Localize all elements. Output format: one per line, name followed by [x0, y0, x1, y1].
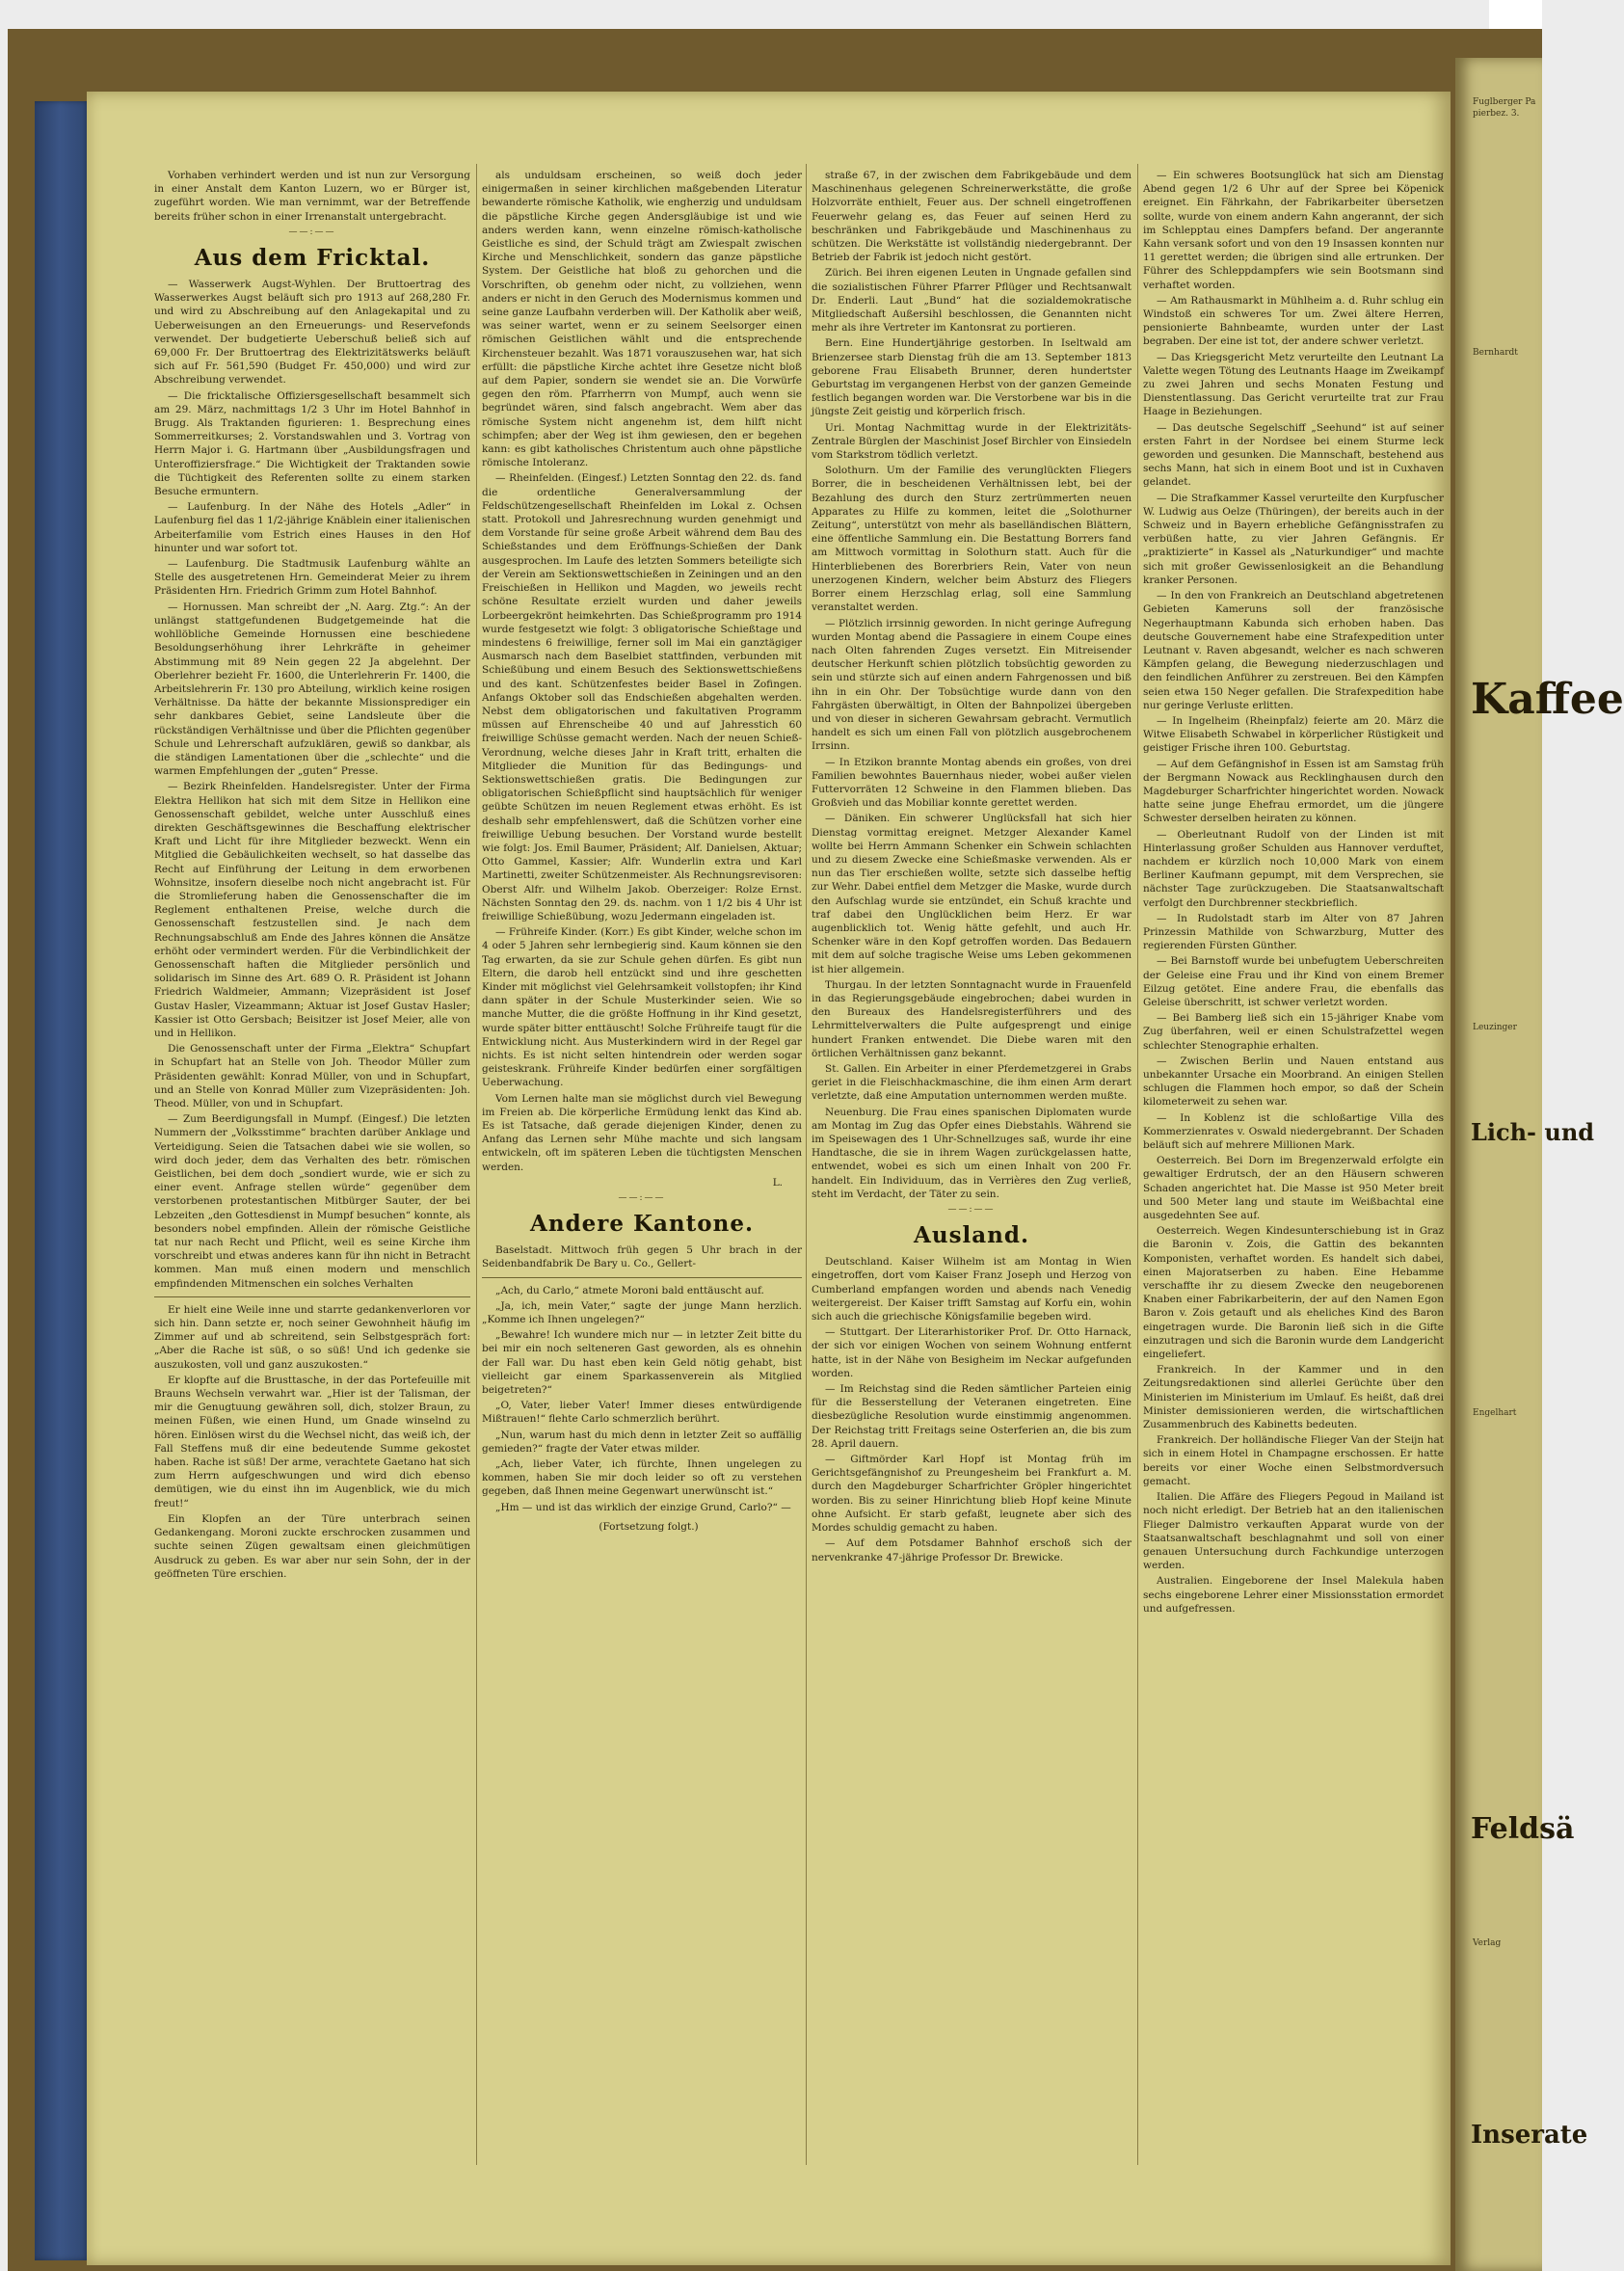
article-paragraph: — Plötzlich irrsinnig geworden. In nicht geringe Aufregung wurden Montag abend die Passagiere in einem Coupe eines nach Olten fahrenden Zuges versetzt. Ein Mitreisender deutscher Herkunft schien plötzlich tobsüchtig geworden zu sein und stürzte sich auf einen andern Fahrgenossen und biß ihn in ein Ohr. Der Tobsüchtige wurde dann von den Fahrgästen überwältigt, in Olten der Bahnpolizei übergeben und von dieser in sicheren Gewahrsam gebracht. Vermutlich handelt es sich um einen Fall von plötzlich ausgebrochenem Irrsinn. [812, 617, 1131, 753]
article-paragraph: — Däniken. Ein schwerer Unglücksfall hat sich hier Dienstag vormittag ereignet. Metzger Alexander Kamel wollte bei Herrn Ammann Schenker ein Schwein schlachten und zu diesem Zwecke eine Schießmaske verwenden. Als er nun das Tier erschießen wollte, setzte sich dasselbe heftig zur Wehr. Dabei entfiel dem Metzger die Maske, wurde durch den Aufschlag wurde sie entzündet, ein Schuß krachte und traf dabei den Unglücklichen beim Herz. Er war augenblicklich tot. Wenig hätte gefehlt, und auch Hr. Schenker wäre in den Kopf getroffen worden. Das Bedauern mit dem auf solche tragische Weise ums Leben gekommenen ist hier allgemein. [812, 813, 1131, 975]
article-paragraph: „Ja, ich, mein Vater,“ sagte der junge Mann herzlich. „Komme ich Ihnen ungelegen?“ [482, 1299, 802, 1326]
article-paragraph: Australien. Eingeborene der Insel Malekula haben sechs eingeborene Lehrer einer Missionsstation ermordet und aufgefressen. [1143, 1575, 1444, 1615]
article-paragraph: Frankreich. Der holländische Flieger Van der Steijn hat sich in einem Hotel in Champagne erschossen. Er hatte bereits vor einer Woche einen Selbstmordversuch gemacht. [1143, 1434, 1444, 1487]
article-paragraph: — Frühreife Kinder. (Korr.) Es gibt Kinder, welche schon im 4 oder 5 Jahren sehr lernbegierig sind. Kaum können sie den Tag erwarten, da sie zur Schule gehen dürfen. Es gibt nun Eltern, die darob hell entzückt sind und ihre geschetten Kinder mit möglichst viel Gelehrsamkeit vollstopfen; ihr Kind dann später in der Schule Musterkinder seien. Wie so manche Mutter, die die größte Hoffnung in ihr Kind gesetzt, wurde später bitter enttäuscht! Solche Frühreife taugt für die Entwicklung nicht. Aus Musterkindern wird in der Regel gar nichts. Es ist nicht selten hintendrein oder werden sogar geisteskrank. Frühreife Kinder bedürfen einer sorgfältigen Ueberwachung. [482, 926, 802, 1089]
column-2 [482, 169, 802, 2175]
adjacent-page-snippet: Bernhardt [1473, 348, 1518, 358]
ornament-separator: ——:—— [288, 227, 336, 237]
article-paragraph: — Auf dem Gefängnishof in Essen ist am Samstag früh der Bergmann Nowack aus Recklinghausen durch den Magdeburger Scharfrichter hingerichtet worden. Nowack hatte seine junge Ehefrau ermordet, um die jüngere Schwester derselben heiraten zu können. [1143, 758, 1444, 825]
article-paragraph: — In Koblenz ist die schloßartige Villa des Kommerzienrates v. Oswald niedergebrannt. Der Schaden beläuft sich auf mehrere Millionen Mark. [1143, 1111, 1444, 1152]
adjacent-heading: Feldsä [1471, 1812, 1575, 1846]
column-4 [1143, 169, 1444, 2175]
article-paragraph: „Nun, warum hast du mich denn in letzter Zeit so auffällig gemieden?“ fragte der Vater etwas milder. [482, 1429, 802, 1455]
article-paragraph: — Am Rathausmarkt in Mühlheim a. d. Ruhr schlug ein Windstoß ein schweres Tor um. Zwei ältere Herren, pensionierte Bahnbeamte, wurden unter der Last begraben. Der eine ist tot, der andere schwer verletzt. [1143, 294, 1444, 348]
article-paragraph: — Die fricktalische Offiziersgesellschaft besammelt sich am 29. März, nachmittags 1/2 3 Uhr im Hotel Bahnhof in Brugg. Als Traktanden figurieren: 1. Besprechung eines Sommerreitkurses; 2. Vorstandswahlen und 3. Vortrag von Herrn Major i. G. Hartmann über „Ausbildungsfragen und Unteroffiziersfrage.“ Die Wichtigkeit der Traktanden sowie die Tüchtigkeit des Referenten sollte zu einem starken Besuche ermuntern. [154, 389, 470, 498]
article-paragraph: — Zwischen Berlin und Nauen entstand aus unbekannter Ursache ein Moorbrand. An einigen Stellen schlugen die Flammen hoch empor, so daß der Schein kilometerweit zu sehen war. [1143, 1055, 1444, 1109]
adjacent-page-snippet: Leuzinger [1473, 1023, 1517, 1032]
adjacent-heading: Inserate [1471, 2121, 1588, 2150]
article-paragraph: — Im Reichstag sind die Reden sämtlicher Parteien einig für die Besserstellung der Veteranen eingetreten. Eine diesbezügliche Resolution wurde einstimmig angenommen. Der Reichstag tritt Freitags seine Osterferien an, die bis zum 28. April dauern. [812, 1383, 1131, 1450]
article-paragraph: Deutschland. Kaiser Wilhelm ist am Montag in Wien eingetroffen, dort vom Kaiser Franz Joseph und Herzog von Cumberland empfangen worden und abends nach Venedig weitergereist. Der Kaiser trifft Samstag auf Korfu ein, wohin sich auch die griechische Königsfamilie begeben wird. [812, 1256, 1131, 1323]
article-paragraph: Ein Klopfen an der Türe unterbrach seinen Gedankengang. Moroni zuckte erschrocken zusammen und suchte seinen Zügen gewaltsam einen gleichmütigen Ausdruck zu geben. Es war aber nur sein Sohn, der in der geöffneten Türe erschien. [154, 1512, 470, 1580]
article-paragraph: „Bewahre! Ich wundere mich nur — in letzter Zeit bitte du bei mir ein noch selteneren Gast geworden, als es ohnehin der Fall war. Du hast eben kein Geld nötig gehabt, bist vielleicht gar einem Sparkassenverein als Mitglied beigetreten?“ [482, 1329, 802, 1397]
article-paragraph: — Rheinfelden. (Eingesf.) Letzten Sonntag den 22. ds. fand die ordentliche Generalversammlung der Feldschützengesellschaft Rheinfelden im Lokal z. Ochsen statt. Protokoll und Jahresrechnung wurden genehmigt und dem Vorstande für seine große Arbeit während dem Bau des Schießstandes und dem Eröffnungs-Schießen der Dank ausgesprochen. Im Laufe des letzten Sommers beteiligte sich der Verein am Sektionswettschießen in Zeiningen und an den Freischießen in Hellikon und Magden, wo jeweils recht schöne Resultate erzielt wurden und daher jeweils Lorbeergekrönt heimkehrten. Das Schießprogramm pro 1914 wurde festgesetzt wie folgt: 3 obligatorische Schießtage und mindestens 6 freiwillige, ferner soll im Mai ein ganztägiger Ausmarsch nach dem Baselbiet stattfinden, verbunden mit Schießübung und einem Besuch des Sektionswettschießens und des kant. Schützenfestes beider Basel in Zofingen. Anfangs Oktober soll das Endschießen abgehalten werden. Nebst dem obligatorischen und fakultativen Programm müssen auf Ehrenscheibe 40 und auf Jahresstich 60 freiwillige Schüsse gemacht werden. Nach der neuen Schieß-Verordnung, welche dieses Jahr in Kraft tritt, erhalten die Mitglieder die Munition für das Bedingungs- und Sektionswettschießen gratis. Die Bedingungen zur obligatorischen Schießpflicht sind hauptsächlich für weniger geübte Schützen im neuen Reglement etwas erhöht. Es ist deshalb sehr empfehlenswert, daß die Schützen vorher eine freiwillige Uebung besuchen. Der Vorstand wurde bestellt wie folgt: Jos. Emil Baumer, Präsident; Alf. Danielsen, Aktuar; Otto Gammel, Kassier; Alfr. Wunderlin extra und Karl Martinetti, zweiter Schützenmeister. Als Rechnungsrevisoren: Oberst Alfr. und Wilhelm Jakob. Oberzeiger: Rolze Ernst. Nächsten Sonntag den 29. ds. nachm. von 1 1/2 bis 4 Uhr ist freiwillige Schießübung, wozu Jedermann eingeladen ist. [482, 472, 802, 922]
article-paragraph: Er hielt eine Weile inne und starrte gedankenverloren vor sich hin. Dann setzte er, noch seiner Gewohnheit häufig im Zimmer auf und ab schreitend, sein Selbstgespräch fort: „Aber die Rache ist süß, o so süß! Und ich gedenke sie auszukosten, voll und ganz auszukosten.“ [154, 1303, 470, 1371]
section-heading: Ausland. [914, 1222, 1029, 1249]
article-paragraph: Die Genossenschaft unter der Firma „Elektra“ Schupfart in Schupfart hat an Stelle von Joh. Theodor Müller zum Präsidenten gewählt: Konrad Müller, von und in Schupfart, und an Stelle von Konrad Müller zum Vizepräsidenten: Joh. Theod. Müller, von und in Schupfart. [154, 1043, 470, 1109]
feuilleton-rule [154, 1296, 470, 1297]
article-paragraph: als unduldsam erscheinen, so weiß doch jeder einigermaßen in seiner kirchlichen maßgebenden Literatur bewanderte römische Katholik, wie engherzig und unduldsam die päpstliche Kirche gegen Andersgläubige ist und wie anders werden kann, wenn einzelne römisch-katholische Geistliche es sind, der Schuld trägt am Zwiespalt zwischen Kirche und Menschlichkeit, sondern das ganze päpstliche System. Der Geistliche hat bloß zu gehorchen und die Vorschriften, ob genehm oder nicht, zu vollziehen, wenn anders er nicht in den Geruch des Modernismus kommen und seine ganze Laufbahn verderben will. Der Katholik aber weiß, was seiner wartet, wenn er zu seinem Seelsorger einen römischen Geistlichen wählt und die entsprechende Kirchensteuer bezahlt. Was 1871 vorauszusehen war, hat sich erfüllt: die päpstliche Kirche achtet ihre Gesetze nicht bloß auf dem Papier, sondern sie wendet sie an. Die Vorwürfe gegen den röm. Pfarrherrn von Mumpf, auch wenn sie begründet wären, sind falsch angebracht. Wem aber das römische System nicht angenehm ist, dem hilft nicht schimpfen; aber der Weg ist ihm gewiesen, den er begehen kann: es gibt katholisches Christentum auch ohne päpstliche römische Intoleranz. [482, 170, 802, 469]
article-paragraph: Baselstadt. Mittwoch früh gegen 5 Uhr brach in der Seidenbandfabrik De Bary u. Co., Gellert- [482, 1244, 802, 1270]
article-paragraph: St. Gallen. Ein Arbeiter in einer Pferdemetzgerei in Grabs geriet in die Fleischhackmaschine, die ihm einen Arm derart verletzte, daß eine Amputation unternommen werden mußte. [812, 1063, 1131, 1103]
adjacent-page-snippet: Verlag [1473, 1938, 1502, 1948]
book-spine [35, 101, 91, 2260]
section-heading: Andere Kantone. [530, 1211, 754, 1238]
author-initial: L. [772, 1176, 783, 1189]
continuation-note: (Fortsetzung folgt.) [599, 1520, 699, 1533]
article-paragraph: — In Etzikon brannte Montag abends ein großes, von drei Familien bewohntes Bauernhaus nieder, wobei außer vielen Futtervorräten 12 Schweine in den Flammen blieben. Das Großvieh und das Mobiliar konnte gerettet werden. [812, 756, 1131, 810]
article-paragraph: Er klopfte auf die Brusttasche, in der das Portefeuille mit Brauns Wechseln verwahrt war. „Hier ist der Talisman, der mir die Genugtuung gewähren soll, dich, stolzer Braun, zu meinen Füßen, wie einen Hund, um Gnade winselnd zu hören. Einlösen wirst du die Wechsel nicht, das weiß ich, der Fall Steffens muß dir eine bedeutende Summe gekostet haben. Rache ist süß! Der arme, verachtete Gaetano hat sich zum Herrn aufgeschwungen und wird dich ebenso demütigen, wie du einst ihn im Augenblick, wie du mich freut!“ [154, 1374, 470, 1510]
article-paragraph: „Ach, du Carlo,“ atmete Moroni bald enttäuscht auf. [495, 1284, 764, 1296]
adjacent-heading: Kaffee [1471, 675, 1624, 724]
column-rule [806, 164, 807, 2165]
article-paragraph: Solothurn. Um der Familie des verunglückten Fliegers Borrer, die in bescheidenen Verhältnissen lebt, bei der Bezahlung des durch den Sturz zertrümmerten neuen Apparates zu Hilfe zu kommen, leitet die „Solothurner Zeitung“, unterstützt von mehr als baselländischen Blättern, eine öffentliche Sammlung ein. Die Bestattung Borrers fand am Mittwoch vormittag in Solothurn statt. Auch für die Hinterbliebenen des Borerbriers Rein, Vater von neun unerzogenen Kindern, welcher beim Absturz des Fliegers Borrer einem Herzschlag erlag, soll eine Sammlung veranstaltet werden. [812, 465, 1131, 614]
article-paragraph: „O, Vater, lieber Vater! Immer dieses entwürdigende Mißtrauen!“ flehte Carlo schmerzlich berührt. [482, 1400, 802, 1426]
article-paragraph: Thurgau. In der letzten Sonntagnacht wurde in Frauenfeld in das Regierungsgebäude eingebrochen; dabei wurden in den Bureaux des Handelsregisterführers und des Lehrmittelverwalters die Pulte aufgesprengt und einige hundert Franken entwendet. Die Diebe waren mit den örtlichen Verhältnissen ganz bekannt. [812, 978, 1131, 1059]
column-rule [476, 164, 477, 2165]
article-paragraph: — In Rudolstadt starb im Alter von 87 Jahren Prinzessin Mathilde von Schwarzburg, Mutter des regierenden Fürsten Günther. [1143, 912, 1444, 952]
article-paragraph: — Die Strafkammer Kassel verurteilte den Kurpfuscher W. Ludwig aus Oelze (Thüringen), der bereits auch in der Schweiz und in Bayern erhebliche Gefängnisstrafen zu verbüßen hatte, zu vier Jahren Gefängnis. Er „praktizierte“ in Kassel als „Naturkundiger“ und machte sich mit großer Gewissenlosigkeit an die Behandlung kranker Personen. [1143, 492, 1444, 586]
article-paragraph: „Ach, lieber Vater, ich fürchte, Ihnen ungelegen zu kommen, haben Sie mir doch leider so oft zu verstehen gegeben, daß Ihnen meine Gegenwart unerwünscht ist.“ [482, 1458, 802, 1498]
article-paragraph: Zürich. Bei ihren eigenen Leuten in Ungnade gefallen sind die sozialistischen Führer Pfarrer Pflüger und Rechtsanwalt Dr. Enderli. Laut „Bund“ hat die sozialdemokratische Mitgliedschaft Außersihl beschlossen, die Genannten nicht mehr als ihre Vertreter im Kantonsrat zu portieren. [812, 267, 1131, 334]
article-paragraph: „Hm — und ist das wirklich der einzige Grund, Carlo?“ — [495, 1501, 791, 1513]
section-heading: Aus dem Fricktal. [194, 245, 431, 272]
article-paragraph: — Das Kriegsgericht Metz verurteilte den Leutnant La Valette wegen Tötung des Leutnants Haage im Zweikampf zu zwei Jahren und sechs Monaten Festung und Dienstentlassung. Das Gericht verurteilte trat zur Frau Haage in Beziehungen. [1143, 351, 1444, 418]
article-paragraph: Oesterreich. Bei Dorn im Bregenzerwald erfolgte ein gewaltiger Erdrutsch, der an den Häusern schweren Schaden angerichtet hat. Die Masse ist 950 Meter breit und 500 Meter lang und staute im Weißbachtal eine ausgedehnten See auf. [1143, 1155, 1444, 1222]
article-paragraph: — Ein schweres Bootsunglück hat sich am Dienstag Abend gegen 1/2 6 Uhr auf der Spree bei Köpenick ereignet. Ein Fährkahn, der Fabrikarbeiter übersetzen sollte, wurde von einem andern Kahn angerannt, der sich im Schlepptau eines Dampfers befand. Der angerannte Kahn versank sofort und von den 19 Insassen konnten nur 11 gerettet werden; die übrigen sind alle ertrunken. Der Führer des Schleppdampfers wie sein Bootsmann sind verhaftet worden. [1143, 170, 1444, 291]
adjacent-page [1455, 58, 1624, 2271]
article-paragraph: — Bei Barnstoff wurde bei unbefugtem Ueberschreiten der Geleise eine Frau und ihr Kind von einem Bremer Eilzug getötet. Eine andere Frau, die ebenfalls das Geleise überschritt, ist schwer verletzt worden. [1143, 955, 1444, 1008]
article-paragraph: Oesterreich. Wegen Kindesunterschiebung ist in Graz die Baronin v. Zois, die Gattin des bekannten Komponisten, verhaftet worden. Es handelt sich dabei, einen Majoratserben zu haben. Eine Hebamme verschaffte ihr zu diesem Zwecke den neugeborenen Knaben einer Fabrikarbeiterin, der auf den Namen Egon Baron v. Zois getauft und als eheliches Kind des Baron eingetragen wurde. Die Baronin ließ sich in die Gifte einzutragen und sich die Baronin wurde dem Landgericht eingeliefert. [1143, 1225, 1444, 1361]
article-paragraph: — Giftmörder Karl Hopf ist Montag früh im Gerichtsgefängnishof zu Preungesheim bei Frankfurt a. M. durch den Magdeburger Scharfrichter Gröpler hingerichtet worden. Bis zu seiner Hinrichtung blieb Hopf keine Minute ohne Aufsicht. Er starb gefaßt, leugnete aber sich des Mordes schuldig gemacht zu haben. [812, 1454, 1131, 1535]
article-paragraph: — Hornussen. Man schreibt der „N. Aarg. Ztg.“: An der unlängst stattgefundenen Budgetgemeinde hat die wohllöbliche Gemeinde Hornussen eine beschiedene Besoldungserhöhung ihrer Lehrkräfte in geheimer Abstimmung mit 89 Nein gegen 22 Ja abgelehnt. Der Oberlehrer bezieht Fr. 1600, die Unterlehrerin Fr. 1400, die Arbeitslehrerin Fr. 130 pro Abteilung, wirklich keine rosigen Verhältnisse. Da hätte der bekannte Missionsprediger ein sehr dankbares Gebiet, seine Landsleute über die rückständigen Verhältnisse und über die Pflichten gegenüber Schule und Lehrerschaft aufzuklären, gewiß so dankbar, als die ständigen Lamentationen über die „schlechte“ und die warmen Empfehlungen der „guten“ Presse. [154, 601, 470, 778]
article-paragraph: — Stuttgart. Der Literarhistoriker Prof. Dr. Otto Harnack, der sich vor einigen Wochen von seinem Wohnung entfernt hatte, ist in der Nähe von Besigheim im Neckar aufgefunden worden. [812, 1326, 1131, 1379]
article-paragraph: — Bei Bamberg ließ sich ein 15-jähriger Knabe vom Zug überfahren, weil er einen Schulstrafzettel wegen schlechter Stenographie erhalten. [1143, 1012, 1444, 1052]
article-paragraph: — In Ingelheim (Rheinpfalz) feierte am 20. März die Witwe Elisabeth Schwabel in körperlicher Rüstigkeit und geistiger Frische ihren 100. Geburtstag. [1143, 714, 1444, 755]
adjacent-page-snippet: Engelhart [1473, 1408, 1517, 1418]
column-1 [154, 169, 470, 2175]
article-paragraph: — Wasserwerk Augst-Wyhlen. Der Bruttoertrag des Wasserwerkes Augst beläuft sich pro 1913 auf 268,280 Fr. und wird zu Abschreibung auf den Anlagekapital und zu Ueberweisungen an den Erneuerungs- und Reservefonds verwendet. Der budgetierte Ueberschuß beließ sich auf 69,000 Fr. Der Bruttoertrag des Elektrizitätswerks beläuft sich auf Fr. 561,590 (Budget Fr. 450,000) und wird zur Abschreibung verwendet. [154, 279, 470, 387]
article-paragraph: Frankreich. In der Kammer und in den Zeitungsredaktionen sind allerlei Gerüchte über den Ministerien im Ministerium im Umlauf. Es heißt, daß drei Minister demissionieren werden, die wirtschaftlichen Zusammenbruch des Kabinetts bedeuten. [1143, 1364, 1444, 1431]
adjacent-page-snippet: Fuglberger Papierbez. 3. [1473, 97, 1536, 119]
article-paragraph: straße 67, in der zwischen dem Fabrikgebäude und dem Maschinenhaus gelegenen Schreinerwerkstätte, die große Holzvorräte enthielt, Feuer aus. Der schnell eingetroffenen Feuerwehr gelang es, das Feuer auf seinen Herd zu beschränken und Fabrikgebäude und Maschinenhaus zu schützen. Die Werkstätte ist vollständig niedergebrannt. Der Betrieb der Fabrik ist jedoch nicht gestört. [812, 170, 1131, 264]
feuilleton-rule [482, 1277, 802, 1278]
article-paragraph: Bern. Eine Hundertjährige gestorben. In Iseltwald am Brienzersee starb Dienstag früh die am 13. September 1813 geborene Frau Elisabeth Brunner, deren hundertster Geburtstag im vergangenen Herbst von der ganzen Gemeinde festlich begangen worden war. Die Verstorbene war bis in die jüngste Zeit geistig und körperlich frisch. [812, 337, 1131, 418]
article-paragraph: Italien. Die Affäre des Fliegers Pegoud in Mailand ist noch nicht erledigt. Der Betrieb hat an den italienischen Flieger Dalmistro verkauften Apparat wurde von der Staatsanwaltschaft beschlagnahmt und soll von einer genauen Untersuchung durch Fachkundige unterzogen werden. [1143, 1491, 1444, 1572]
ornament-separator: ——:—— [618, 1193, 666, 1204]
article-paragraph: — Oberleutnant Rudolf von der Linden ist mit Hinterlassung großer Schulden aus Hannover verduftet, nachdem er kürzlich noch 10,000 Mark von einem Berliner Kaufmann gepumpt, mit dem Versprechen, sie nächster Tage zurückzugeben. Die Staatsanwaltschaft verfolgt den Durchbrenner steckbrieflich. [1143, 828, 1444, 909]
article-paragraph: — Zum Beerdigungsfall in Mumpf. (Eingesf.) Die letzten Nummern der „Volksstimme“ brachten darüber Anklage und Verteidigung. Seien die Tatsachen dabei wie sie wollen, so wird doch jeder, dem das Verhalten des betr. römischen Geistlichen, bei dem doch „sondiert wurde, wie er sich zu einer event. Anfrage stellen würde“ gegenüber dem verstorbenen protestantischen Mitbürger Sauter, der bei Lebzeiten „den Gottesdienst in Mumpf besuchen“ konnte, als besonders nobel empfinden. Allein der römische Geistliche tat nur nach Recht und Pflicht, weil es seine Kirche ihm vorschreibt und etwas anderes kann für ihn nicht in Betracht kommen. Man muß einen modern und menschlich empfindenden Mitmenschen ein solches Verhalten [154, 1113, 470, 1290]
article-paragraph: — In den von Frankreich an Deutschland abgetretenen Gebieten Kameruns soll der französische Negerhauptmann Kabunda sich erhoben haben. Das deutsche Gouvernement habe eine Strafexpedition unter Leutnant v. Raven abgesandt, welcher es nach schweren Kämpfen gelang, die Bewegung niederzuschlagen und den feindlichen Anführer zu zerstreuen. Bei den Kämpfen seien etwa 150 Neger gefallen. Die Strafexpedition habe nur geringe Verluste erlitten. [1143, 590, 1444, 711]
article-paragraph: Uri. Montag Nachmittag wurde in der Elektrizitäts-Zentrale Bürglen der Maschinist Josef Birchler von Einsiedeln vom Starkstrom tödlich verletzt. [812, 421, 1131, 462]
column-3 [812, 169, 1131, 2175]
article-paragraph: — Bezirk Rheinfelden. Handelsregister. Unter der Firma Elektra Hellikon hat sich mit dem Sitze in Hellikon eine Genossenschaft gebildet, welche unter Ausschluß eines direkten Geschäftsgewinnes die Beschaffung elektrischer Kraft und Licht für ihre Mitglieder bezweckt. Wenn ein Mitglied die Gebäulichkeiten wechselt, so hat dasselbe das Recht auf Einführung der Leitung in dem erworbenen Wohnsitze, insofern dieselbe noch nicht angebracht ist. Für die Stromlieferung haben die Genossenschafter die im Reglement enthaltenen Preise, welche durch die Genossenschaft festzustellen sind. Je nach dem Rechnungsabschluß am Ende des Jahres können die Ansätze erhöht oder vermindert werden. Für die Verbindlichkeit der Genossenschaft haften die Mitglieder persönlich und solidarisch im Sinne des Art. 689 O. R. Präsident ist Johann Friedrich Waldmeier, Ammann; Vizepräsident ist Josef Gustav Hasler, Vizeammann; Aktuar ist Josef Gustav Hasler; Kassier ist Otto Gersbach; Beisitzer ist Josef Meier, alle von und in Hellikon. [154, 781, 470, 1039]
article-paragraph: — Laufenburg. In der Nähe des Hotels „Adler“ in Laufenburg fiel das 1 1/2-jährige Knäblein einer italienischen Arbeiterfamilie vom Estrich eines Hauses in den Hof hinunter und war sofort tot. [154, 501, 470, 554]
column-rule [1137, 164, 1138, 2165]
article-paragraph: Vom Lernen halte man sie möglichst durch viel Bewegung im Freien ab. Die körperliche Ermüdung lenkt das Kind ab. Es ist Tatsache, daß gerade diejenigen Kinder, denen zu Anfang das Lernen sehr Mühe machte und sich langsam entwickeln, oft im späteren Leben die tüchtigsten Menschen werden. [482, 1092, 802, 1173]
article-paragraph: Neuenburg. Die Frau eines spanischen Diplomaten wurde am Montag im Zug das Opfer eines Diebstahls. Während sie im Speisewagen des 1 Uhr-Schnellzuges saß, wurde ihr eine Handtasche, die sie in ihrem Wagen zurückgelassen hatte, entwendet, wobei es sich um einen Inhalt von 200 Fr. handelt. Ein Individuum, das in Verrières den Zug verließ, steht im Verdacht, der Täter zu sein. [812, 1106, 1131, 1200]
adjacent-heading: Lich- und [1471, 1118, 1595, 1146]
article-paragraph: — Das deutsche Segelschiff „Seehund“ ist auf seiner ersten Fahrt in der Nordsee bei einem Sturme leck geworden und gesunken. Die Mannschaft, bestehend aus sechs Mann, hat sich in einem Boot und ist in Cuxhaven gelandet. [1143, 421, 1444, 489]
article-paragraph: — Laufenburg. Die Stadtmusik Laufenburg wählte an Stelle des ausgetretenen Hrn. Gemeinderat Meier zu ihrem Präsidenten Hrn. Friedrich Grimm zum Hotel Bahnhof. [154, 558, 470, 598]
article-paragraph: — Auf dem Potsdamer Bahnhof erschoß sich der nervenkranke 47-jährige Professor Dr. Brewicke. [812, 1537, 1131, 1563]
ornament-separator: ——:—— [947, 1205, 996, 1216]
article-paragraph: Vorhaben verhindert werden und ist nun zur Versorgung in einer Anstalt dem Kanton Luzern, wo er Bürger ist, zugeführt worden. Wie man vernimmt, war der Betreffende bereits früher schon in einer Irrenanstalt untergebracht. [154, 170, 470, 223]
